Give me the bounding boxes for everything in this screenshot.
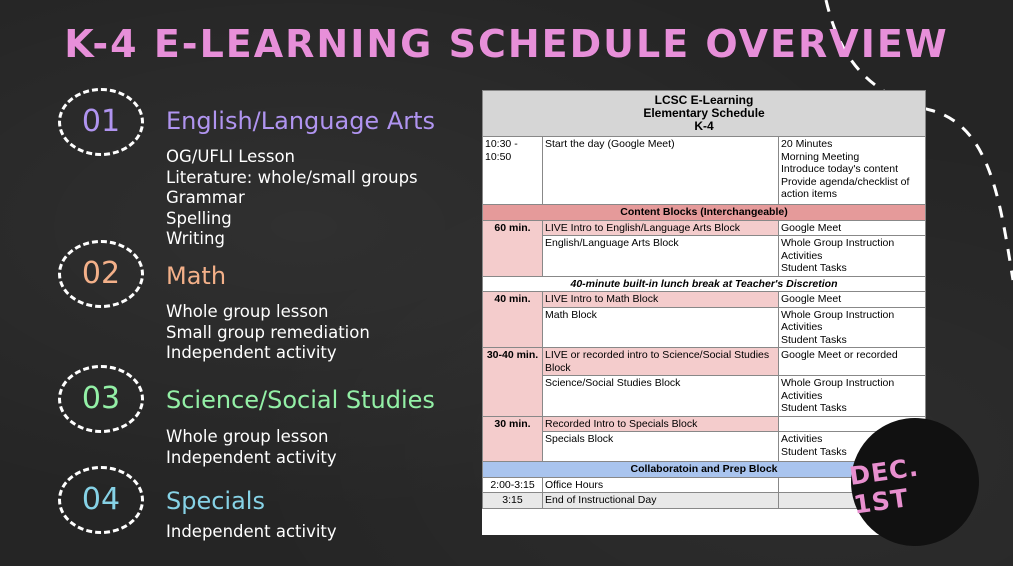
- specials-time: 30 min.: [483, 416, 543, 462]
- math-time: 40 min.: [483, 292, 543, 348]
- collab-heading: Collaboratoin and Prep Block: [483, 462, 926, 478]
- section-title-ela: English/Language Arts: [166, 107, 436, 135]
- specials-block: Specials Block: [543, 432, 779, 462]
- section-number-04: 04: [58, 466, 144, 534]
- end-time: 3:15: [483, 493, 543, 509]
- specials-block-details: Activities Student Tasks: [779, 432, 926, 462]
- math-block: Math Block: [543, 307, 779, 348]
- list-item: Writing: [166, 229, 225, 248]
- section-items-math: [166, 302, 370, 364]
- content-blocks-heading: Content Blocks (Interchangeable): [483, 205, 926, 221]
- math-live-tool: Google Meet: [779, 292, 926, 308]
- ela-live: LIVE Intro to English/Language Arts Block: [543, 220, 779, 236]
- page-title: K-4 E-LEARNING SCHEDULE OVERVIEW: [64, 22, 949, 66]
- ela-live-tool: Google Meet: [779, 220, 926, 236]
- list-item: Small group remediation: [166, 322, 370, 342]
- science-time: 30-40 min.: [483, 348, 543, 417]
- office-activity: Office Hours: [543, 477, 779, 493]
- math-live: LIVE Intro to Math Block: [543, 292, 779, 308]
- section-number-01: 01: [58, 88, 144, 156]
- list-item: Literature: whole/small groups: [166, 167, 418, 187]
- section-items-specials: [166, 522, 337, 543]
- ela-time: 60 min.: [483, 220, 543, 276]
- schedule-header: LCSC E-Learning Elementary Schedule K-4: [483, 91, 926, 137]
- section-number-03: 03: [58, 365, 144, 433]
- science-block: Science/Social Studies Block: [543, 376, 779, 417]
- date-badge-text: DEC. 1ST: [847, 452, 921, 520]
- list-item: OG/UFLI Lesson: [166, 147, 296, 166]
- list-item: Independent activity: [166, 447, 337, 467]
- start-activity: Start the day (Google Meet): [543, 137, 779, 205]
- end-activity: End of Instructional Day: [543, 493, 779, 509]
- science-live-tool: Google Meet or recorded: [779, 348, 926, 376]
- start-details: 20 Minutes Morning Meeting Introduce today's content Provide agenda/checklist of action items: [779, 137, 926, 205]
- science-block-details: Whole Group Instruction Activities Student Tasks: [779, 376, 926, 417]
- science-live: LIVE or recorded intro to Science/Social Studies Block: [543, 348, 779, 376]
- list-item: Grammar: [166, 188, 245, 207]
- office-time: 2:00-3:15: [483, 477, 543, 493]
- start-time: 10:30 - 10:50: [483, 137, 543, 205]
- section-items-ela: [166, 147, 418, 250]
- list-item: Spelling: [166, 208, 232, 228]
- list-item: Whole group lesson: [166, 302, 329, 321]
- section-title-science: Science/Social Studies: [166, 386, 435, 414]
- specials-live: Recorded Intro to Specials Block: [543, 416, 779, 432]
- math-block-details: Whole Group Instruction Activities Student Tasks: [779, 307, 926, 348]
- list-item: Whole group lesson: [166, 427, 329, 446]
- section-number-02: 02: [58, 240, 144, 308]
- lunch-note: 40-minute built-in lunch break at Teacher's Discretion: [483, 276, 926, 292]
- section-title-math: Math: [166, 262, 227, 290]
- schedule-table: [482, 90, 926, 509]
- section-items-science: [166, 427, 337, 468]
- list-item: Independent activity: [166, 343, 337, 362]
- ela-block: English/Language Arts Block: [543, 236, 779, 277]
- section-title-specials: Specials: [166, 487, 265, 515]
- ela-block-details: Whole Group Instruction Activities Student Tasks: [779, 236, 926, 277]
- list-item: Independent activity: [166, 522, 337, 541]
